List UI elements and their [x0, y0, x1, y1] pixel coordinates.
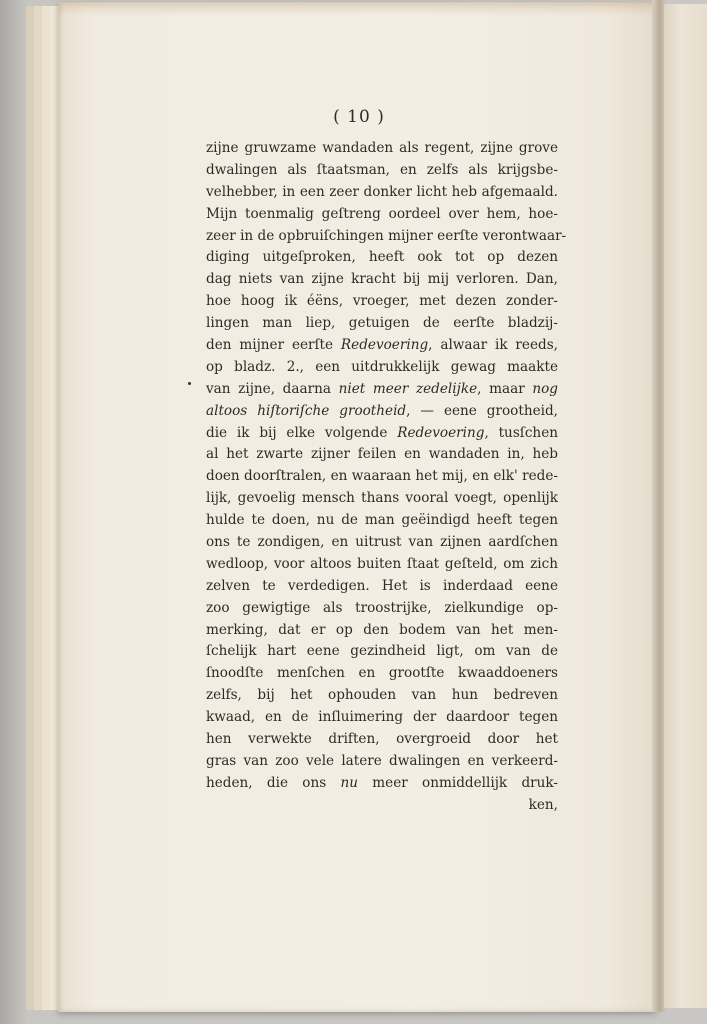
text-line: [206, 488, 558, 510]
text-line: [206, 226, 567, 248]
ink-speck: [188, 382, 191, 385]
text-run: op bladz. 2., een uitdrukkelijk gewag maakte: [206, 358, 558, 375]
text-line: [206, 554, 558, 576]
text-line: [206, 773, 558, 795]
text-line: [206, 510, 558, 532]
text-run: lijk, gevoelig mensch thans vooral voegt, openlijk: [206, 490, 558, 507]
text-run: zoo gewigtige als troostrijke, zielkundige op-: [206, 599, 558, 616]
text-line: [206, 576, 558, 598]
text-line: [206, 751, 558, 773]
text-line: [206, 269, 558, 291]
text-run: van zijne, daarna: [206, 380, 339, 397]
italic-text: nog: [532, 380, 558, 397]
text-run: ſchelijk hart eene gezindheid ligt, om van de: [206, 643, 558, 660]
text-run: zelven te verdedigen. Het is inderdaad eene: [206, 577, 558, 594]
text-run: wedloop, voor altoos buiten ſtaat geſteld, om zich: [206, 555, 558, 572]
text-line: [206, 138, 558, 160]
text-run: hen verwekte driften, overgroeid door het: [206, 731, 558, 748]
text-run: velhebber, in een zeer donker licht heb afgemaald.: [206, 183, 558, 200]
text-run: , tusſchen: [484, 424, 558, 441]
text-line: [206, 379, 558, 401]
text-run: meer onmiddellijk druk-: [358, 774, 558, 791]
text-run: Mijn toenmalig geſtreng oordeel over hem, hoe-: [206, 205, 558, 222]
text-line: [206, 160, 558, 182]
text-run: ons te zondigen, en uitrust van zijnen aardſchen: [206, 534, 558, 551]
text-line: [206, 444, 558, 466]
text-run: lingen man liep, getuigen de eerſte bladzij-: [206, 315, 558, 332]
text-run: al het zwarte zijner feilen en wandaden in, heb: [206, 446, 558, 463]
text-run: zelfs, bij het ophouden van hun bedreven: [206, 687, 558, 704]
text-line: [206, 795, 558, 817]
text-run: ken,: [528, 796, 558, 813]
italic-text: niet meer zedelijke: [338, 380, 478, 397]
text-run: dwalingen als ſtaatsman, en zelfs als krijgsbe-: [206, 161, 558, 178]
text-run: doen doorſtralen, en waaraan het mij, en elk' rede-: [206, 468, 558, 485]
text-run: die ik bij elke volgende: [206, 424, 398, 441]
text-run: ſnoodſte menſchen en grootſte kwaaddoeners: [206, 665, 558, 682]
text-run: , alwaar ik reeds,: [428, 337, 558, 354]
italic-text: nu: [340, 774, 358, 791]
text-line: [206, 641, 558, 663]
text-run: zeer in de opbruiſchingen mijner eerſte verontwaar-: [206, 227, 567, 244]
page-number: ( 10 ): [333, 107, 385, 127]
text-line: [206, 291, 558, 313]
text-line: [206, 247, 558, 269]
text-line: [206, 729, 558, 751]
text-line: [206, 620, 558, 642]
text-run: , — eene grootheid,: [406, 402, 558, 419]
text-run: den mijner eerſte: [206, 337, 341, 354]
text-run: kwaad, en de inſluimering der daardoor tegen: [206, 709, 558, 726]
text-line: [206, 685, 558, 707]
text-line: [206, 357, 558, 379]
text-run: hulde te doen, nu de man geëindigd heeft tegen: [206, 512, 558, 529]
text-line: [206, 466, 558, 488]
text-line: [206, 204, 558, 226]
text-run: , maar: [477, 380, 533, 397]
text-run: dag niets van zijne kracht bij mij verloren. Dan,: [206, 271, 558, 288]
text-line: [206, 313, 558, 335]
italic-text: Redevoering: [340, 337, 429, 354]
text-line: [206, 401, 558, 423]
text-line: [206, 598, 558, 620]
text-run: hoe hoog ik éëns, vroeger, met dezen zonder-: [206, 293, 558, 310]
page-shading: [58, 2, 656, 16]
italic-text: Redevoering: [397, 424, 485, 441]
text-line: [206, 182, 558, 204]
text-run: zijne gruwzame wandaden als regent, zijne grove: [206, 140, 558, 156]
text-line: [206, 707, 558, 729]
text-line: [206, 335, 558, 357]
text-run: merking, dat er op den bodem van het men-: [206, 621, 558, 638]
text-run: gras van zoo vele latere dwalingen en verkeerd-: [206, 752, 558, 769]
italic-text: altoos hiſtoriſche grootheid: [206, 402, 407, 419]
text-line: [206, 423, 558, 445]
text-line: [206, 663, 558, 685]
text-run: diging uitgeſproken, heeft ook tot op dezen: [206, 249, 558, 266]
text-run: heden, die ons: [206, 774, 341, 791]
facing-page: [664, 4, 707, 1008]
body-text: [206, 138, 567, 817]
text-line: [206, 532, 558, 554]
